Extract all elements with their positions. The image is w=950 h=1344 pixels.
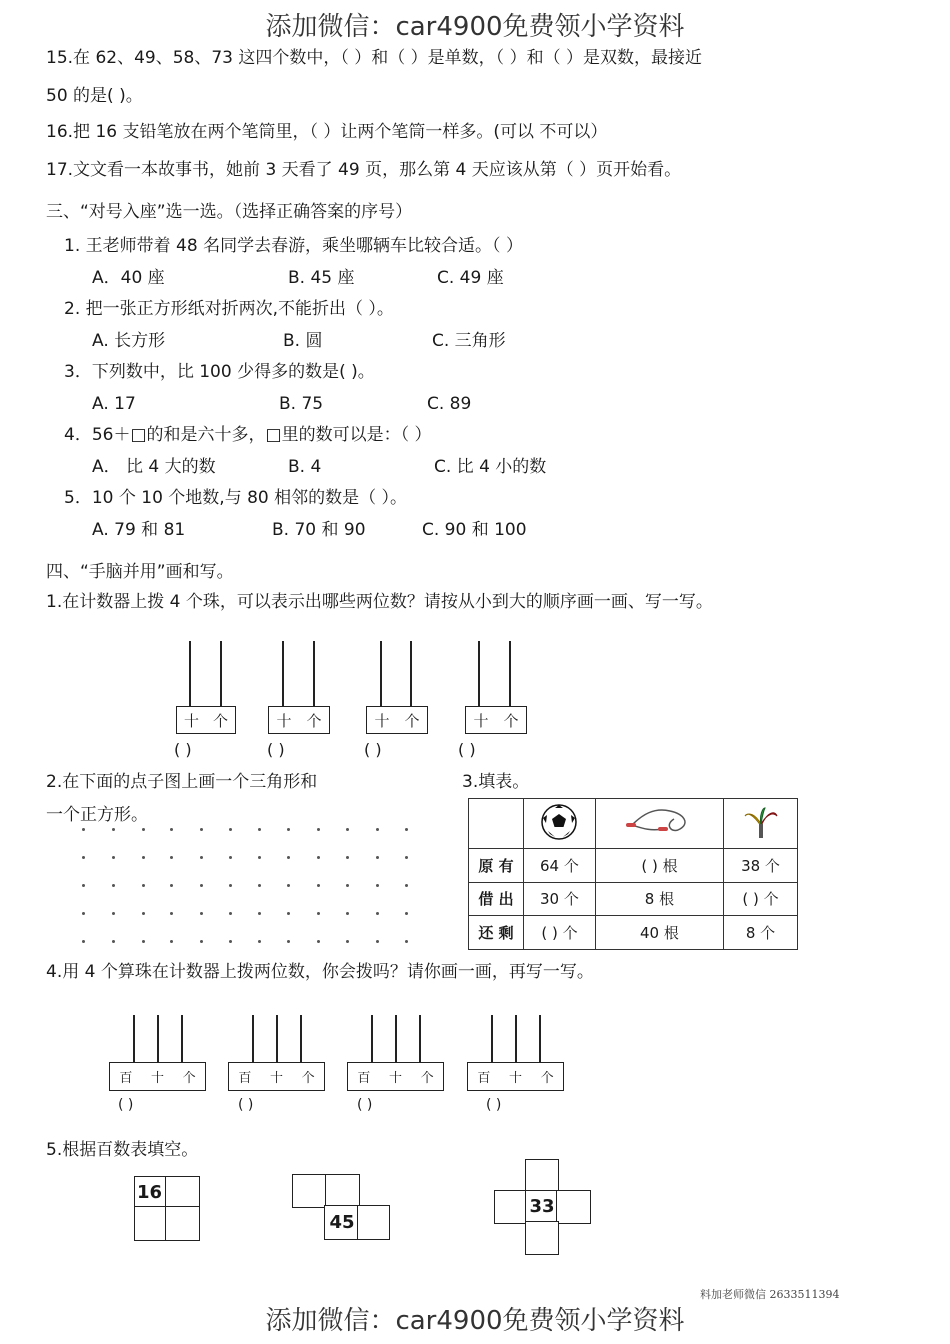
grid-dot[interactable] [405,828,408,831]
mc-q5-option-c: C. 90 和 100 [422,520,527,540]
question-17: 17.文文看一本故事书，她前 3 天看了 49 页，那么第 4 天应该从第（ ）页开始看。 [46,160,682,180]
grid-cell-blank[interactable] [525,1221,559,1255]
grid-cell-blank[interactable] [134,1206,168,1241]
grid-cell-blank[interactable] [494,1190,528,1224]
fill-table [468,798,798,950]
grid-dot[interactable] [405,856,408,859]
grid-dot[interactable] [287,828,290,831]
answer-blank: ( ) [238,1097,254,1113]
grid-dot[interactable] [142,828,145,831]
grid-dot[interactable] [200,828,203,831]
grid-dot[interactable] [258,828,261,831]
table-header-rope [595,799,723,849]
answer-blank: ( ) [267,740,285,759]
abacus-label-tens: 十 [388,1071,402,1086]
grid-dot[interactable] [376,856,379,859]
grid-dot[interactable] [258,912,261,915]
grid-dot[interactable] [229,912,232,915]
answer-blank: ( ) [357,1097,373,1113]
table-row-label: 原 有 [469,849,524,883]
mc-question-3: 3．下列数中，比 100 少得多的数是( )。 [64,362,375,382]
table-cell[interactable]: ( ) 个 [724,882,798,916]
mc-q2-option-a: A. 长方形 [92,331,166,351]
grid-dot[interactable] [376,912,379,915]
grid-dot[interactable] [112,940,115,943]
grid-dot[interactable] [229,940,232,943]
grid-dot[interactable] [346,856,349,859]
mc-q2-option-b: B. 圆 [283,331,323,351]
grid-dot[interactable] [405,912,408,915]
abacus-label-ones: 个 [404,711,420,730]
grid-cell-45: 45 [324,1205,360,1240]
grid-cell-blank[interactable] [165,1176,200,1209]
answer-blank: ( ) [364,740,382,759]
table-corner-cell [469,799,524,849]
watermark-bottom: 添加微信：car4900免费领小学资料 [265,1306,685,1336]
abacus-label-tens: 十 [473,711,489,730]
mc-q4-option-c: C. 比 4 小的数 [434,457,547,477]
grid-dot[interactable] [200,912,203,915]
table-cell: 8 个 [724,916,798,950]
grid-dot[interactable] [376,884,379,887]
mc-q4-option-a: A． 比 4 大的数 [92,457,216,477]
grid-dot[interactable] [82,856,85,859]
grid-dot[interactable] [170,912,173,915]
section-4-title: 四、“手脑并用”画和写。 [46,562,234,582]
mc-q1-option-b: B. 45 座 [288,268,355,288]
grid-dot[interactable] [346,912,349,915]
grid-dot[interactable] [200,856,203,859]
section-4-q3: 3.填表。 [462,772,530,792]
table-header-soccer [524,799,596,849]
section-4-q5: 5.根据百数表填空。 [46,1140,199,1160]
shuttlecock-icon [741,802,781,842]
grid-dot[interactable] [82,940,85,943]
mc-q3-option-a: A. 17 [92,394,136,414]
grid-dot[interactable] [317,884,320,887]
grid-cell-blank[interactable] [325,1174,360,1208]
grid-dot[interactable] [346,884,349,887]
grid-cell-blank[interactable] [525,1159,559,1193]
table-header-shuttlecock [724,799,798,849]
abacus-label-ones: 个 [306,711,322,730]
grid-dot[interactable] [82,828,85,831]
grid-dot[interactable] [346,828,349,831]
grid-dot[interactable] [376,940,379,943]
grid-dot[interactable] [82,884,85,887]
mc-q3-option-b: B. 75 [279,394,324,414]
grid-dot[interactable] [229,828,232,831]
abacus-label-tens: 十 [508,1071,522,1086]
mc-q1-option-a: A．40 座 [92,268,165,288]
abacus-label-hundreds: 百 [357,1071,371,1086]
section-4-q2-line2: 一个正方形。 [46,805,148,825]
grid-dot[interactable] [346,940,349,943]
grid-dot[interactable] [258,884,261,887]
grid-cell-blank[interactable] [165,1206,200,1241]
abacus-label-ones: 个 [503,711,519,730]
abacus-label-tens: 十 [269,1071,283,1086]
abacus-label-tens: 十 [183,711,199,730]
grid-dot[interactable] [229,884,232,887]
answer-blank: ( ) [458,740,476,759]
grid-dot[interactable] [287,856,290,859]
grid-dot[interactable] [287,912,290,915]
mc-question-5: 5．10 个 10 个地数,与 80 相邻的数是（ ）。 [64,488,408,508]
table-row-label: 借 出 [469,882,524,916]
jump-rope-icon [624,803,694,841]
grid-dot[interactable] [317,828,320,831]
answer-blank: ( ) [486,1097,502,1113]
grid-dot[interactable] [317,940,320,943]
mc-question-4: 4．56＋□的和是六十多，□里的数可以是：（ ） [64,425,432,445]
grid-cell-blank[interactable] [292,1174,328,1208]
mc-q5-option-a: A. 79 和 81 [92,520,186,540]
abacus-label-ones: 个 [182,1071,196,1086]
mc-q1-option-c: C. 49 座 [437,268,504,288]
grid-dot[interactable] [170,828,173,831]
grid-dot[interactable] [200,940,203,943]
grid-dot[interactable] [317,856,320,859]
grid-dot[interactable] [142,912,145,915]
abacus-label-ones: 个 [212,711,228,730]
section-4-q2-line1: 2.在下面的点子图上画一个三角形和 [46,772,318,792]
section-4-q4: 4.用 4 个算珠在计数器上拨两位数，你会拨吗？请你画一画，再写一写。 [46,962,594,982]
grid-dot[interactable] [142,940,145,943]
grid-dot[interactable] [170,940,173,943]
mc-q5-option-b: B. 70 和 90 [272,520,366,540]
table-cell: 64 个 [524,849,596,883]
table-cell[interactable]: ( ) 个 [524,916,596,950]
grid-dot[interactable] [317,912,320,915]
table-cell[interactable]: ( ) 根 [595,849,723,883]
abacus-label-tens: 十 [150,1071,164,1086]
grid-dot[interactable] [142,856,145,859]
table-cell: 30 个 [524,882,596,916]
grid-dot[interactable] [258,940,261,943]
abacus-label-hundreds: 百 [238,1071,252,1086]
mc-question-1: 1. 王老师带着 48 名同学去春游，乘坐哪辆车比较合适。（ ） [64,236,523,256]
grid-dot[interactable] [229,856,232,859]
grid-cell-blank[interactable] [357,1205,390,1240]
answer-blank: ( ) [118,1097,134,1113]
grid-dot[interactable] [258,856,261,859]
grid-dot[interactable] [142,884,145,887]
grid-dot[interactable] [405,940,408,943]
grid-dot[interactable] [170,884,173,887]
grid-dot[interactable] [112,856,115,859]
grid-cell-blank[interactable] [556,1190,591,1224]
grid-dot[interactable] [112,912,115,915]
section-3-title: 三、“对号入座”选一选。（选择正确答案的序号） [46,202,413,222]
question-15: 15.在 62、49、58、73 这四个数中，（ ）和（ ）是单数，（ ）和（ ）是双数，最接近 [46,48,702,68]
abacus-label-hundreds: 百 [477,1071,491,1086]
grid-dot[interactable] [376,828,379,831]
abacus-label-tens: 十 [374,711,390,730]
table-row-label: 还 剩 [469,916,524,950]
abacus-label-hundreds: 百 [119,1071,133,1086]
mc-q3-option-c: C. 89 [427,394,472,414]
grid-dot[interactable] [112,828,115,831]
table-cell: 38 个 [724,849,798,883]
section-4-q1: 1.在计数器上拨 4 个珠，可以表示出哪些两位数？请按从小到大的顺序画一画、写一写。 [46,592,713,612]
abacus-label-ones: 个 [420,1071,434,1086]
footer-contact: 料加老师微信 2633511394 [700,1288,840,1301]
grid-dot[interactable] [82,912,85,915]
grid-dot[interactable] [287,940,290,943]
abacus-label-ones: 个 [301,1071,315,1086]
watermark-top: 添加微信：car4900免费领小学资料 [265,12,685,42]
question-15-cont: 50 的是( )。 [46,86,143,106]
table-cell: 8 根 [595,882,723,916]
table-cell: 40 根 [595,916,723,950]
mc-q2-option-c: C. 三角形 [432,331,506,351]
answer-blank: ( ) [174,740,192,759]
question-16: 16.把 16 支铅笔放在两个笔筒里，（ ）让两个笔筒一样多。(可以 不可以） [46,122,608,142]
grid-dot[interactable] [287,884,290,887]
abacus-label-tens: 十 [276,711,292,730]
grid-cell-33: 33 [525,1190,559,1224]
grid-dot[interactable] [112,884,115,887]
grid-dot[interactable] [405,884,408,887]
grid-dot[interactable] [170,856,173,859]
abacus-label-ones: 个 [540,1071,554,1086]
grid-cell-16: 16 [134,1176,166,1207]
grid-dot[interactable] [200,884,203,887]
mc-question-2: 2. 把一张正方形纸对折两次,不能折出（ ）。 [64,299,394,319]
mc-q4-option-b: B. 4 [288,457,322,477]
soccer-ball-icon [540,803,578,841]
